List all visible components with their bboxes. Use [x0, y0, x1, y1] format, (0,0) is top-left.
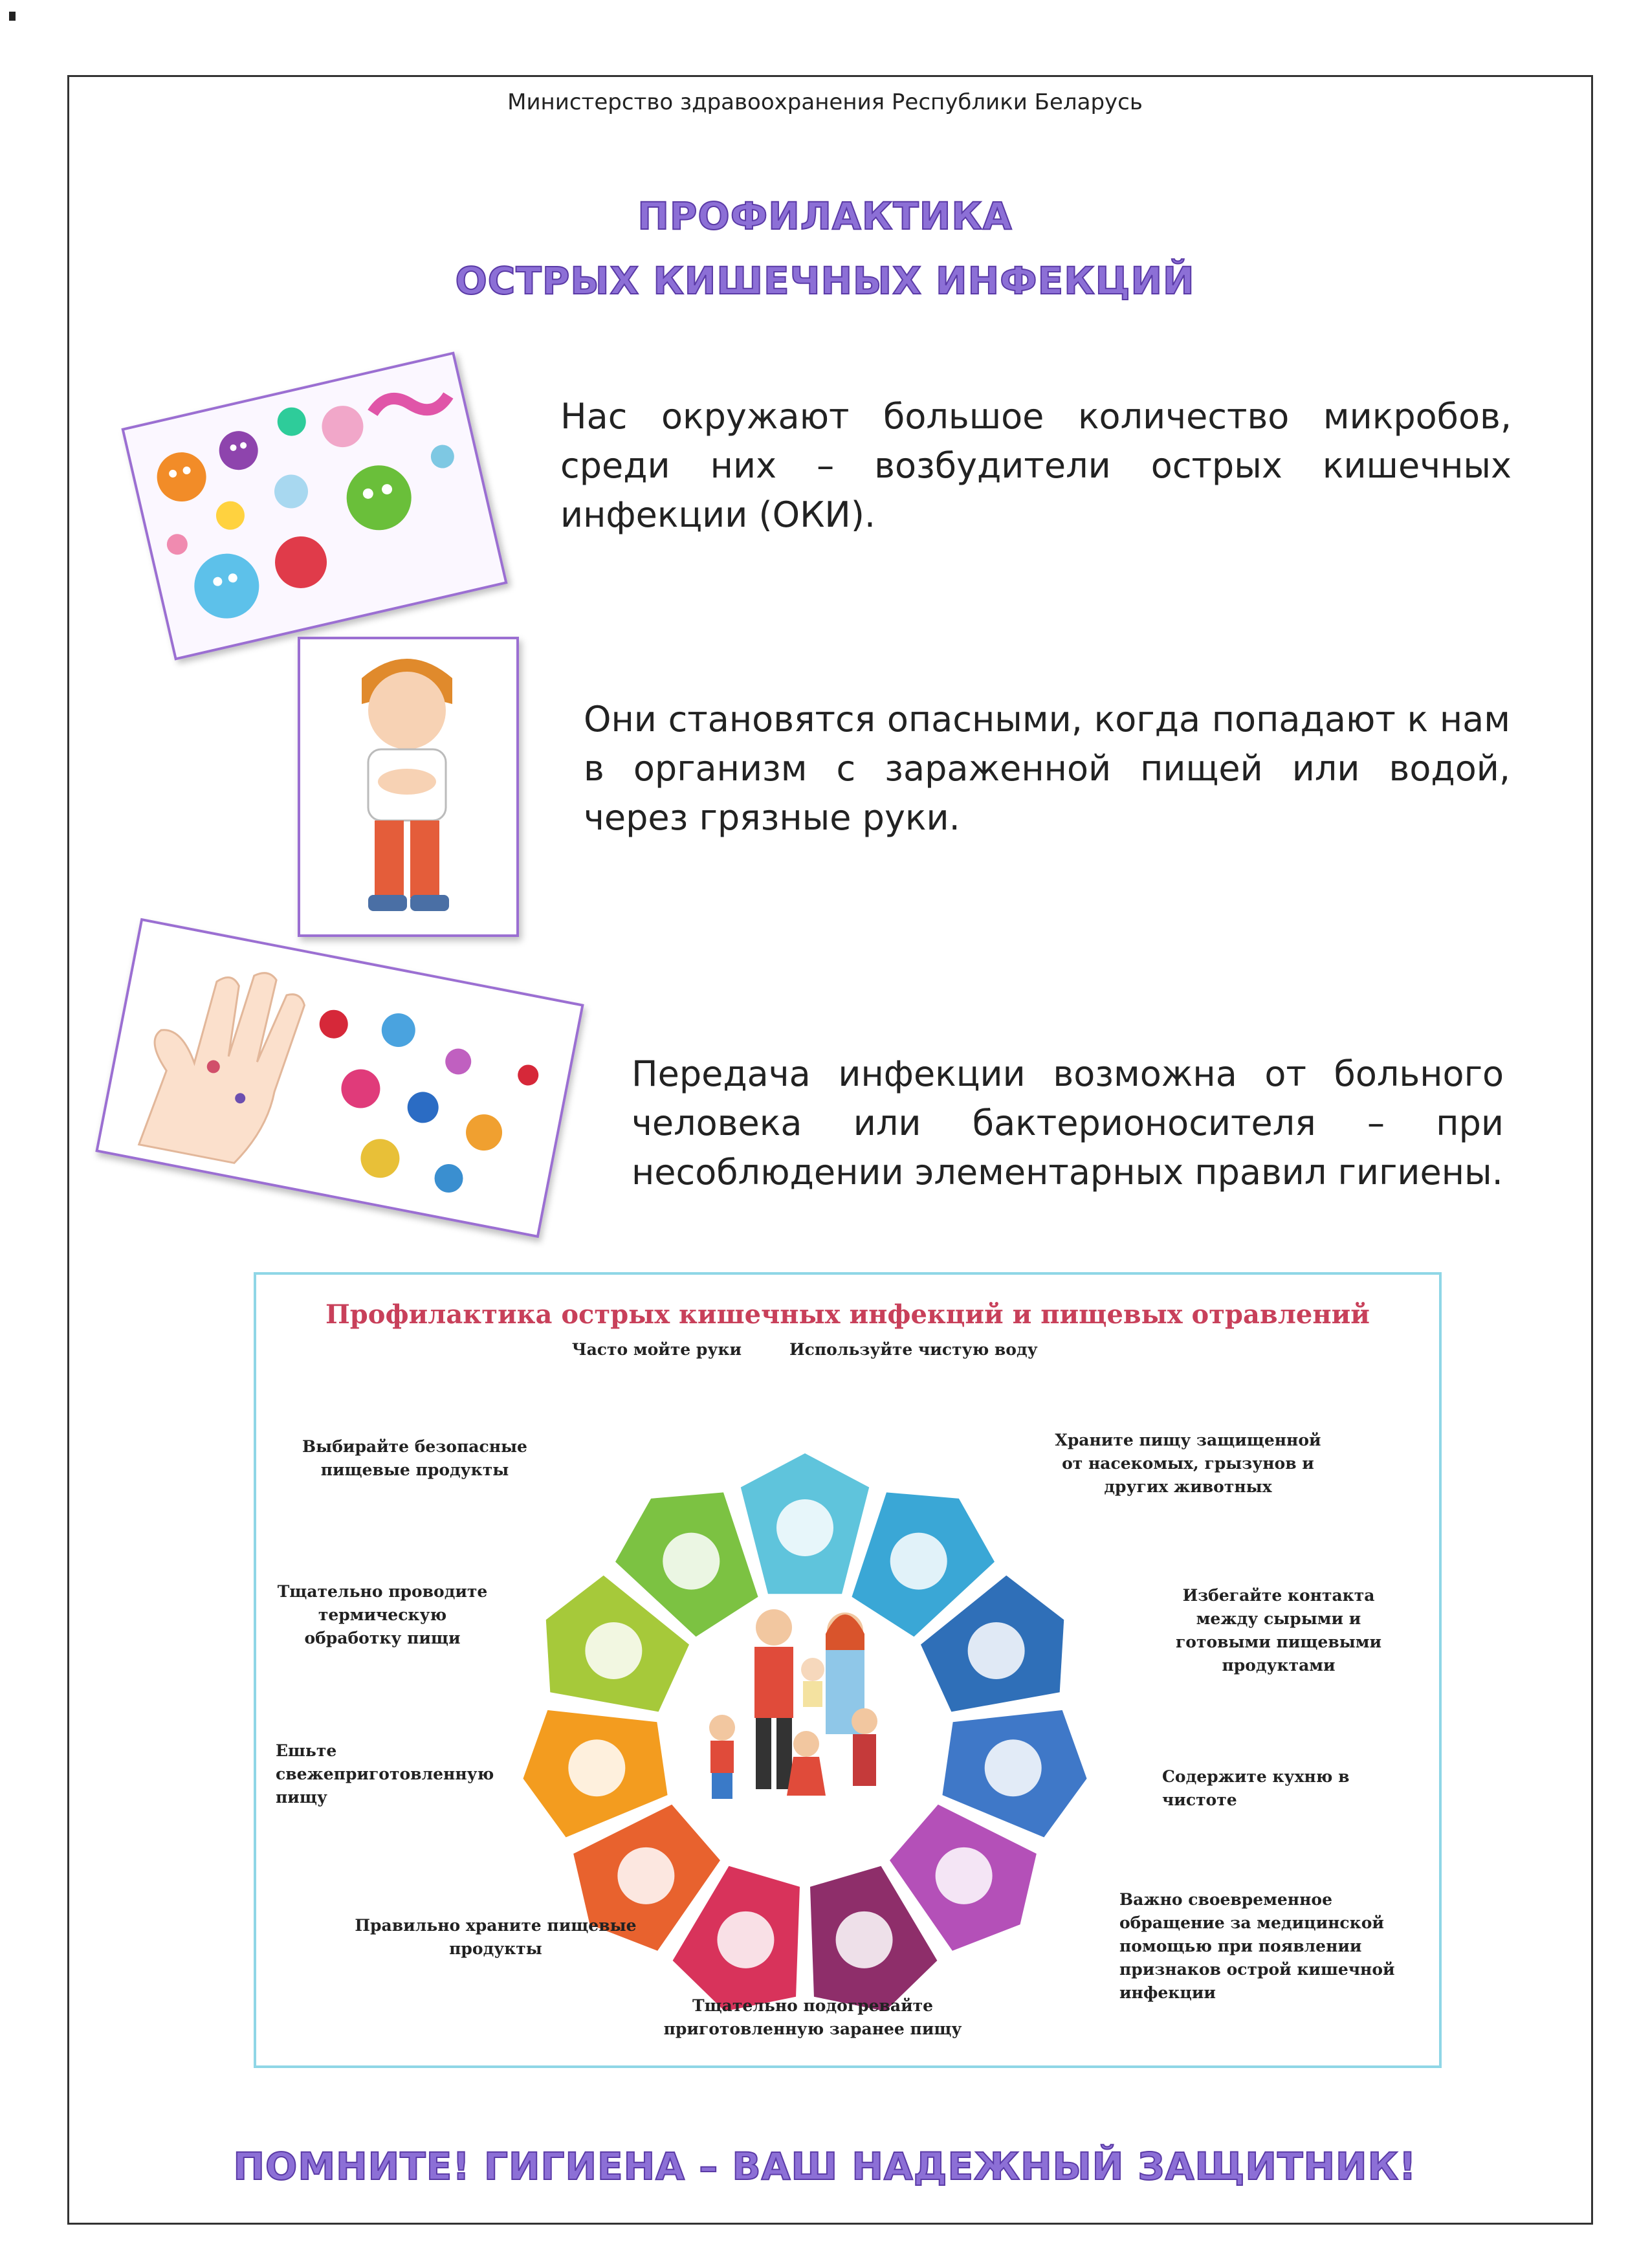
tip-label: Ешьте свежеприготовленную пищу — [276, 1741, 494, 1807]
tip-label: Выбирайте безопасные пищевые продукты — [302, 1437, 527, 1479]
sick-boy-illustration — [298, 637, 519, 937]
milk-icon — [585, 1622, 642, 1679]
no-raw-contact-icon — [968, 1622, 1025, 1679]
family-illustration — [663, 1596, 947, 1880]
tip-label: Правильно храните пищевые продукты — [355, 1916, 637, 1958]
tip-label: Используйте чистую воду — [789, 1340, 1038, 1359]
tip-label: Избегайте контакта между сырыми и готовыми пищевыми продуктами — [1175, 1586, 1382, 1675]
clean-kitchen-icon — [985, 1739, 1042, 1796]
tip-label: Содержите кухню в чистоте — [1162, 1767, 1350, 1809]
food-containers-icon — [717, 1911, 774, 1968]
tip-label: Часто мойте руки — [571, 1340, 742, 1359]
tip-label: Тщательно подогревайте приготовленную заранее пищу — [663, 1996, 962, 2038]
page-title-line1: ПРОФИЛАКТИКА — [637, 194, 1013, 238]
scan-corner-mark — [9, 12, 16, 21]
footer-slogan: ПОМНИТЕ! ГИГИЕНА – ВАШ НАДЕЖНЫЙ ЗАЩИТНИК! — [233, 2144, 1417, 2188]
hands-washing-icon — [663, 1533, 720, 1590]
tip-label: Тщательно проводите термическую обработку пищи — [277, 1582, 488, 1647]
tip-label: Храните пищу защищенной от насекомых, грызунов и других животных — [1055, 1431, 1321, 1496]
infographic-title: Профилактика острых кишечных инфекций и пищевых отравлений — [325, 1299, 1370, 1330]
page-title-line2: ОСТРЫХ КИШЕЧНЫХ ИНФЕКЦИЙ — [455, 259, 1195, 303]
food-tray-icon — [836, 1911, 893, 1968]
meat-icon — [568, 1739, 625, 1796]
paragraph-transmission: Передача инфекции возможна от больного человека или бактерионосителя – при несоблюдении элементарных правил гигиены. — [632, 1053, 1504, 1193]
paragraph-microbes: Нас окружают большое количество микробов, среди них – возбудители острых кишечных инфекции (ОКИ). — [560, 396, 1512, 535]
no-insects-icon — [890, 1533, 947, 1590]
tip-label: Важно своевременное обращение за медицинской помощью при появлении признаков острой кишечной инфекции — [1119, 1890, 1395, 2002]
cooking-pot-icon — [617, 1847, 674, 1904]
water-bottle-icon — [776, 1499, 833, 1556]
prevention-infographic — [254, 1272, 1442, 2068]
doctor-icon — [936, 1847, 993, 1904]
paragraph-danger: Они становятся опасными, когда попадают к нам в организм с зараженной пищей или водой, через грязные руки. — [584, 699, 1510, 838]
ministry-header: Министерство здравоохранения Республики Беларусь — [507, 89, 1143, 115]
